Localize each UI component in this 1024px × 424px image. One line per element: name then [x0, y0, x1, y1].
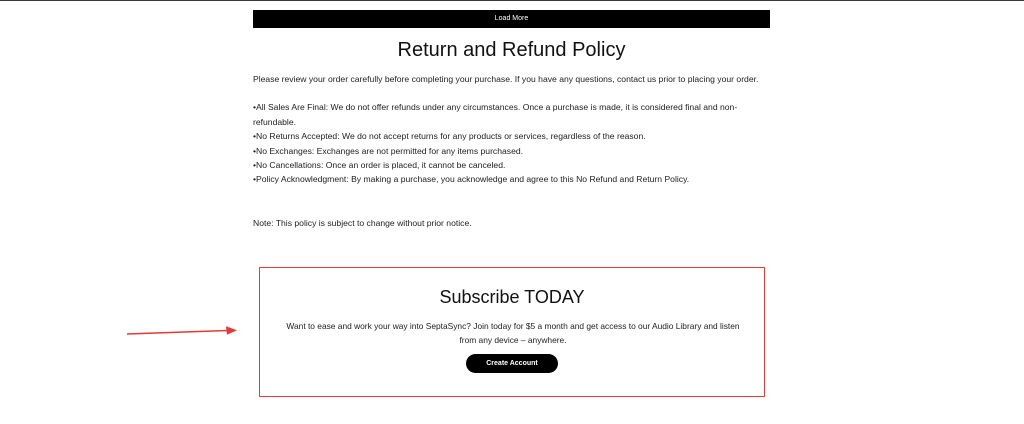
top-divider — [0, 0, 1024, 1]
policy-item-acknowledgment: •Policy Acknowledgment: By making a purchase, you acknowledge and agree to this No Refund and Return Policy. — [253, 174, 690, 185]
arrow-right-icon — [126, 324, 240, 338]
spacer — [253, 187, 770, 216]
policy-body — [253, 72, 770, 230]
subscribe-section — [259, 267, 765, 397]
policy-item-no-cancellations: •No Cancellations: Once an order is placed, it cannot be canceled. — [253, 160, 506, 171]
page-title: Return and Refund Policy — [397, 39, 626, 61]
spacer — [253, 86, 770, 100]
load-more-button[interactable]: Load More — [253, 10, 770, 28]
create-account-button[interactable]: Create Account — [466, 354, 558, 373]
policy-intro: Please review your order carefully before completing your purchase. If you have any questions, contact us prior to placing your order. — [253, 74, 759, 84]
subscribe-title: Subscribe TODAY — [439, 287, 585, 307]
policy-item-final-sales: •All Sales Are Final: We do not offer refunds under any circumstances. Once a purchase is made, it is considered final and non-refundable. — [253, 102, 738, 127]
policy-item-no-exchanges: •No Exchanges: Exchanges are not permitted for any items purchased. — [253, 145, 524, 156]
policy-item-no-returns: •No Returns Accepted: We do not accept returns for any products or services, regardless of the reason. — [253, 131, 646, 142]
policy-note: Note: This policy is subject to change without prior notice. — [253, 217, 472, 228]
subscribe-description: Want to ease and work your way into SeptaSync? Join today for $5 a month and get access to our Audio Library and listen from any device – anywhere. — [286, 321, 740, 345]
